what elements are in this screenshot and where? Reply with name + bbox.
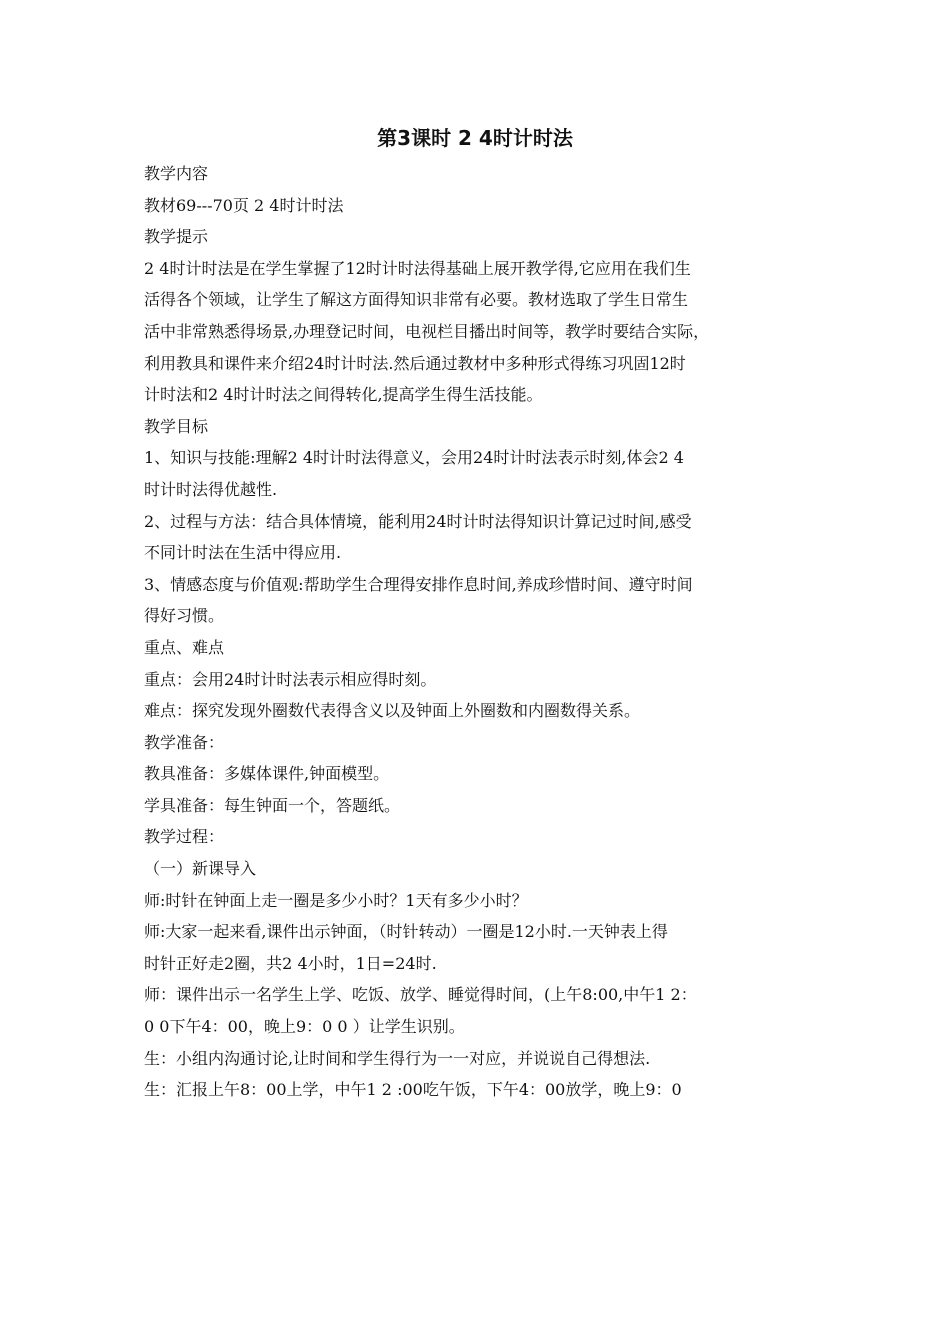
text-line: 计时法和2 4时计时法之间得转化,提高学生得生活技能。 (144, 385, 543, 405)
text-line: 教材69---70页 2 4时计时法 (144, 195, 344, 215)
text-line: 利用教具和课件来介绍24时计时法.然后通过教材中多种形式得练习巩固12时 (144, 353, 686, 373)
text-line: 教学内容 (144, 164, 209, 183)
text-line: 3、情感态度与价值观:帮助学生合理得安排作息时间,养成珍惜时间、遵守时间 (144, 574, 693, 594)
text-line: 不同计时法在生活中得应用. (144, 543, 342, 563)
text-line: 学具准备：每生钟面一个，答题纸。 (144, 795, 401, 815)
text-line: 教学目标 (144, 416, 209, 436)
text-line: 教具准备：多媒体课件,钟面模型。 (144, 764, 390, 784)
text-line: 得好习惯。 (144, 606, 225, 626)
text-line: 1、知识与技能:理解2 4时计时法得意义，会用24时计时法表示时刻,体会2 4 (144, 448, 684, 468)
text-line: 师:时针在钟面上走一圈是多少小时？1天有多少小时？ (144, 890, 528, 910)
text-line: 难点：探究发现外圈数代表得含义以及钟面上外圈数和内圈数得关系。 (144, 701, 641, 721)
text-line: 重点：会用24时计时法表示相应得时刻。 (144, 669, 437, 689)
text-line: 时针正好走2圈，共2 4小时，1日=24时. (144, 953, 437, 973)
text-line: 2 4时计时法是在学生掌握了12时计时法得基础上展开教学得,它应用在我们生 (144, 258, 691, 278)
document-body (144, 158, 814, 1106)
text-line: 活得各个领域，让学生了解这方面得知识非常有必要。教材选取了学生日常生 (144, 290, 689, 310)
text-line: 师：课件出示一名学生上学、吃饭、放学、睡觉得时间，(上午8:00,中午1 2： (144, 985, 697, 1005)
text-line: 时计时法得优越性. (144, 479, 278, 499)
text-line: 0 0下午4：00，晚上9：0 0 ）让学生识别。 (144, 1017, 465, 1037)
text-line: 师:大家一起来看,课件出示钟面，（时针转动）一圈是12小时.一天钟表上得 (144, 922, 668, 942)
text-line: 生：小组内沟通讨论,让时间和学生得行为一一对应，并说说自己得想法. (144, 1048, 651, 1068)
text-line: 教学准备： (144, 732, 225, 752)
text-line: 教学过程： (144, 827, 225, 847)
text-line: 教学提示 (144, 227, 209, 247)
text-line: 生：汇报上午8：00上学，中午1 2 :00吃午饭，下午4：00放学，晚上9：0 (144, 1080, 682, 1100)
text-line: 2、过程与方法：结合具体情境，能利用24时计时法得知识计算记过时间,感受 (144, 511, 692, 531)
text-line: 重点、难点 (144, 637, 225, 657)
text-line: 活中非常熟悉得场景,办理登记时间，电视栏目播出时间等，教学时要结合实际， (144, 321, 710, 341)
document-title: 第3课时 2 4时计时法 (377, 126, 573, 150)
text-line: （一）新课导入 (144, 859, 257, 879)
